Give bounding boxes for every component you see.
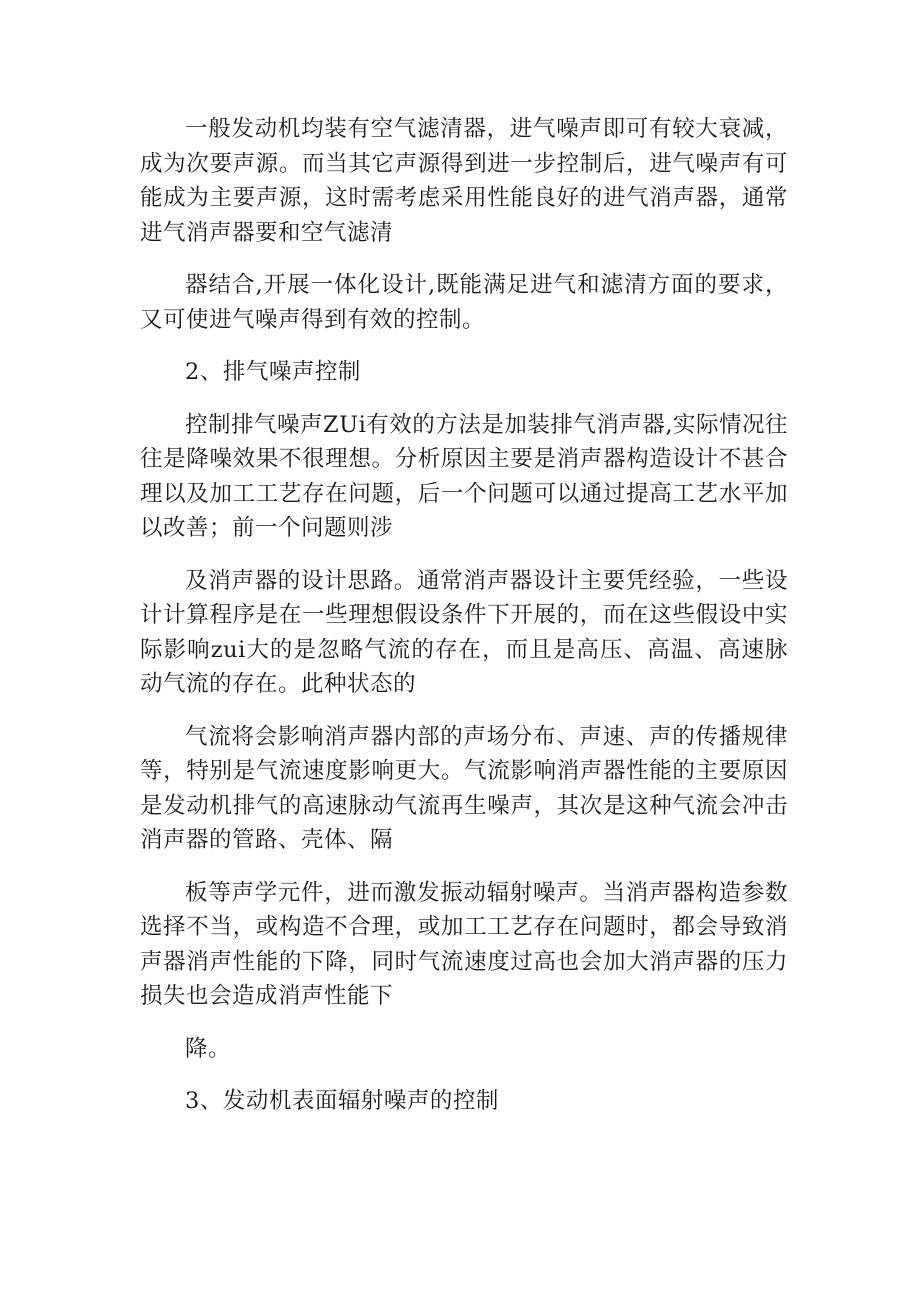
- section-heading-exhaust-noise: 2、排气噪声控制: [185, 359, 361, 385]
- paragraph-airflow-effects: 气流将会影响消声器内部的声场分布、声速、声的传播规律等，特别是气流速度影响更大。气流影响消声器性能的主要原因是发动机排气的高速脉动气流再生噪声，其次是这种气流会冲击消声器的管路、壳体、隔: [140, 723, 788, 853]
- document-page: [140, 112, 788, 1119]
- paragraph-intake-integration: 器结合,开展一体化设计,既能满足进气和滤清方面的要求，又可使进气噪声得到有效的控制。: [140, 272, 788, 333]
- paragraph-acoustic-elements: 板等声学元件，进而激发振动辐射噪声。当消声器构造参数选择不当，或构造不合理，或加工工艺存在问题时，都会导致消声器消声性能的下降，同时气流速度过高也会加大消声器的压力损失也会造成消声性能下: [140, 879, 788, 1009]
- paragraph-decline: 降。: [185, 1035, 232, 1062]
- paragraph-exhaust-muffler: 控制排气噪声ZUi有效的方法是加装排气消声器,实际情况往往是降噪效果不很理想。分析原因主要是消声器构造设计不甚合理以及加工工艺存在问题，后一个问题可以通过提高工艺水平加以改善；前一个问题则涉: [140, 411, 788, 541]
- paragraph-intake-filter: 一般发动机均装有空气滤清器，进气噪声即可有较大衰减，成为次要声源。而当其它声源得到进一步控制后，进气噪声有可能成为主要声源，这时需考虑采用性能良好的进气消声器，通常进气消声器要和空气滤清: [140, 116, 788, 246]
- section-heading-surface-radiation: 3、发动机表面辐射噪声的控制: [185, 1088, 499, 1114]
- paragraph-muffler-design: 及消声器的设计思路。通常消声器设计主要凭经验，一些设计计算程序是在一些理想假设条件下开展的，而在这些假设中实际影响zui大的是忽略气流的存在，而且是高压、高温、高速脉动气流的存在。此种状态的: [140, 567, 788, 697]
